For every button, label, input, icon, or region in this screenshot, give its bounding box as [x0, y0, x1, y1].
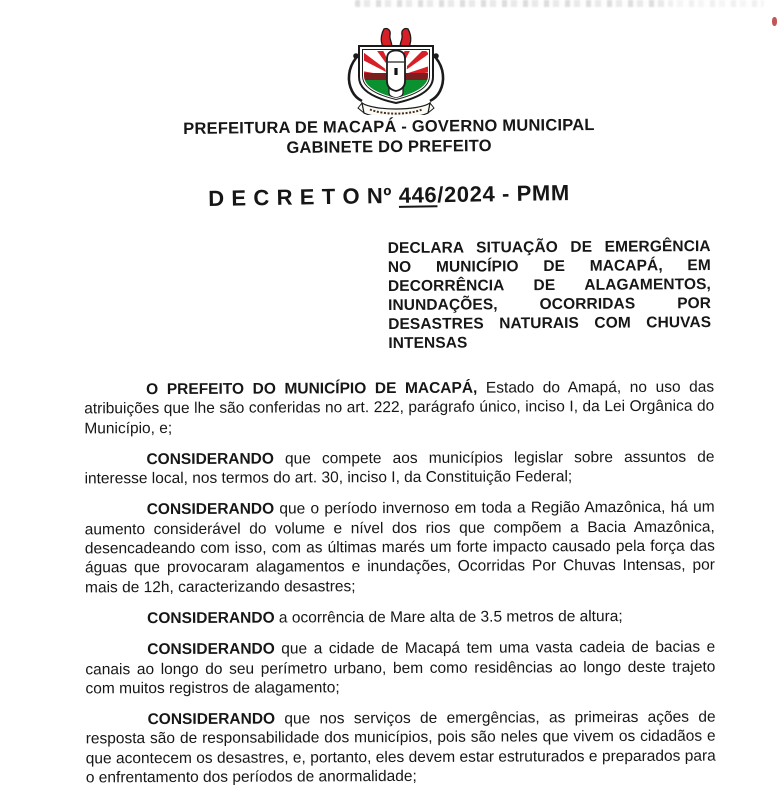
decree-summary: DECLARA SITUAÇÃO DE EMERGÊNCIA NO MUNICÍPIO DE MACAPÁ, EM DECORRÊNCIA DE ALAGAMENTOS, INUNDAÇÕES, OCORRIDAS POR DESASTRES NATURAIS COM CHUVAS INTENSAS — [387, 238, 712, 352]
decree-title — [0, 177, 778, 216]
decree-title-suffix: /2024 - PMM — [437, 180, 570, 208]
paragraph-text: que o período invernoso em toda a Região Amazônica, há um aumento considerável do volume e nível dos rios que compõem a Bacia Amazônica, desencadeando com isso, com as últimas marés um forte impacto causado pela força das águas que provocaram alagamentos e inundações, Ocorridas Por Chuvas Intensas, por mais de 12h, caracterizando desastres; — [84, 499, 715, 597]
document-header — [0, 113, 778, 160]
scan-artifact-cropped-text — [355, 0, 665, 7]
macapa-coat-of-arms — [0, 0, 778, 115]
header-line-2: GABINETE DO PREFEITO — [286, 137, 492, 157]
decree-paragraph — [85, 638, 715, 699]
paragraph-text: que nos serviços de emergências, as primeiras ações de resposta são de responsabilidade dos municípios, pois são neles que vivem os cidadãos e que acontecem os desastres, e, portanto, eles devem estar estruturados e preparados para o enfrentamento dos períodos de anormalidade; — [85, 708, 716, 787]
paragraph-text: a ocorrência de Mare alta de 3.5 metros de altura; — [274, 607, 623, 627]
paragraph-lead-bold: CONSIDERANDO — [146, 501, 275, 519]
paragraph-text: que a cidade de Macapá tem uma vasta cadeia de bacias e canais ao longo do seu perímetro urbano, bem como residências ao longo deste trajeto com muitos registros de alagamento; — [85, 638, 716, 698]
header-line-1: PREFEITURA DE MACAPÁ - GOVERNO MUNICIPAL — [183, 116, 595, 138]
decree-title-prefix: D E C R E T O Nº — [207, 182, 399, 211]
scan-artifact-red-speck — [772, 17, 777, 26]
paragraph-lead-bold: CONSIDERANDO — [147, 710, 276, 729]
decree-paragraph — [85, 498, 715, 597]
paragraph-lead-bold: O PREFEITO DO MUNICÍPIO DE MACAPÁ, — [146, 379, 478, 399]
decree-paragraph — [84, 378, 714, 439]
paragraph-text: Estado do Amapá, no uso das atribuições que lhe são conferidas no art. 222, parágrafo único, inciso I, da Lei Orgânica do Município, e; — [84, 378, 715, 437]
paragraph-lead-bold: CONSIDERANDO — [146, 450, 274, 468]
document-content — [0, 238, 778, 786]
paragraph-lead-bold: CONSIDERANDO — [147, 609, 275, 628]
scan-artifact-cropped-text-faint — [668, 0, 764, 7]
decree-paragraph — [86, 708, 716, 788]
paragraph-text: que compete aos municípios legislar sobre assuntos de interesse local, nos termos do art. 30, inciso I, da Constituição Federal; — [84, 448, 715, 488]
coat-of-arms-icon — [344, 27, 448, 115]
decree-body — [84, 378, 716, 788]
decree-paragraph — [85, 607, 715, 629]
decree-number: 446 — [398, 182, 438, 208]
paragraph-lead-bold: CONSIDERANDO — [147, 640, 275, 659]
decree-paragraph — [84, 448, 714, 489]
